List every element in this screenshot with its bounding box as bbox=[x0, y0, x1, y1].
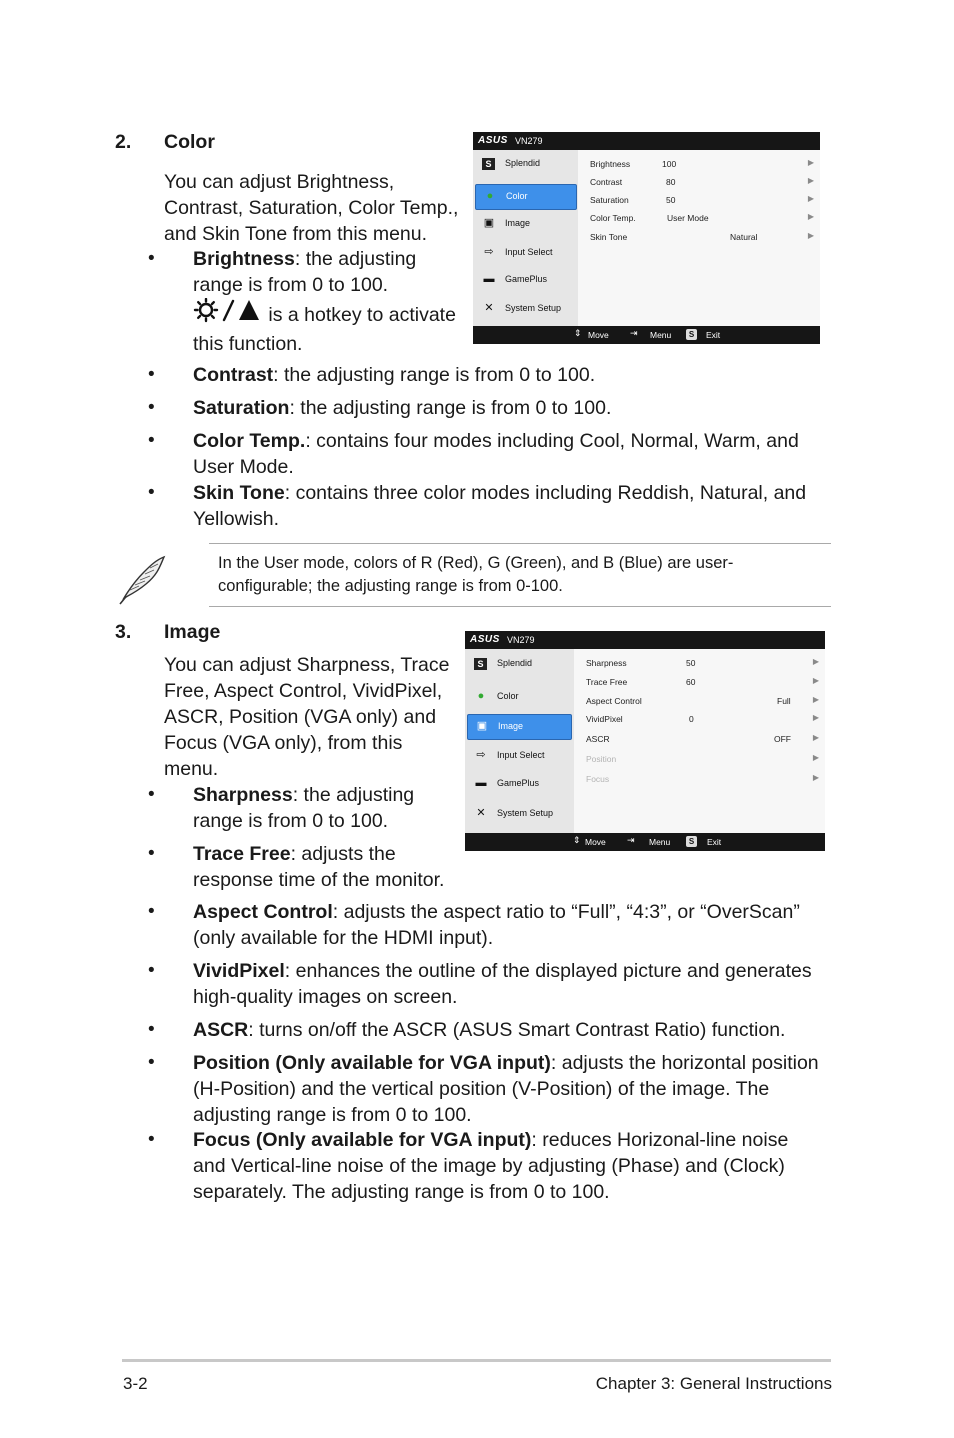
bullet: • bbox=[148, 1052, 155, 1073]
osd-row[interactable] bbox=[574, 732, 825, 748]
bullet-label: Trace Free bbox=[193, 843, 291, 865]
osd-row-name: Color Temp. bbox=[590, 213, 636, 223]
arrow-right-icon: ▶ bbox=[812, 733, 819, 742]
osd-row-name: Trace Free bbox=[586, 677, 628, 687]
note-text: In the User mode, colors of R (Red), G (Green), and B (Blue) are user-configurable; the adjusting range is from 0-100. bbox=[218, 554, 734, 595]
bullet: • bbox=[148, 364, 155, 385]
osd-sidebar-item[interactable] bbox=[475, 212, 575, 236]
osd-exit-label: Exit bbox=[706, 330, 721, 340]
bullet-text: : contains three color modes including Reddish, Natural, and Yellowish. bbox=[193, 482, 807, 530]
osd-row[interactable] bbox=[578, 193, 820, 209]
bullet-item bbox=[193, 1127, 803, 1205]
osd-row[interactable] bbox=[574, 712, 825, 728]
move-arrows-icon: ⇕ bbox=[574, 328, 582, 338]
arrow-right-icon: ▶ bbox=[807, 212, 814, 221]
exit-s-icon: S bbox=[686, 329, 697, 340]
bullet-item bbox=[193, 1017, 818, 1043]
bullet-text: : the adjusting range is from 0 to 100. bbox=[273, 364, 596, 386]
osd-sidebar-label: System Setup bbox=[505, 303, 562, 313]
footer-rule bbox=[122, 1359, 831, 1362]
bullet-item bbox=[193, 428, 813, 480]
osd-sidebar-item[interactable] bbox=[467, 744, 570, 768]
osd-sidebar-item[interactable] bbox=[467, 714, 572, 740]
osd-row-value: 50 bbox=[666, 195, 676, 205]
gameplus-icon: ▬ bbox=[475, 777, 487, 789]
bullet: • bbox=[148, 248, 155, 269]
osd-main-panel bbox=[578, 150, 820, 326]
arrow-right-icon: ▶ bbox=[807, 231, 814, 240]
osd-row-value: User Mode bbox=[667, 213, 709, 223]
page-number: 3-2 bbox=[123, 1374, 148, 1393]
osd-row-name: Contrast bbox=[590, 177, 623, 187]
bullet-text: : adjusts the response time of the monitor. bbox=[193, 843, 445, 891]
feather-quill-icon bbox=[114, 552, 170, 613]
brightness-label: Brightness bbox=[193, 248, 295, 270]
input-select-icon: ⇨ bbox=[476, 749, 486, 761]
osd-row[interactable] bbox=[578, 175, 820, 191]
osd-row-name: Aspect Control bbox=[586, 696, 642, 706]
osd-sidebar-item[interactable] bbox=[467, 772, 570, 796]
bullet: • bbox=[148, 1129, 155, 1150]
menu-enter-icon: ⇥ bbox=[630, 328, 638, 338]
image-intro: You can adjust Sharpness, Trace Free, Aspect Control, VividPixel, ASCR, Position (VGA only) and Focus (VGA only), from this menu. bbox=[164, 654, 450, 780]
arrow-right-icon: ▶ bbox=[807, 158, 814, 167]
bullet: • bbox=[148, 397, 155, 418]
bullet-label: Position (Only available for VGA input) bbox=[193, 1052, 551, 1074]
bullet-item bbox=[193, 480, 818, 532]
bullet-label: Focus (Only available for VGA input) bbox=[193, 1129, 532, 1151]
osd-row[interactable] bbox=[574, 675, 825, 691]
osd-row-value: 60 bbox=[686, 677, 696, 687]
bullet-text: : adjusts the horizontal position (H-Position) and the vertical position (V-Position) of the image. The adjusting range is from 0 to 100. bbox=[193, 1052, 819, 1126]
osd-sidebar-item[interactable] bbox=[467, 685, 570, 709]
bullet-text: : the adjusting range is from 0 to 100. bbox=[289, 397, 612, 419]
bullet-label: Skin Tone bbox=[193, 482, 285, 504]
bullet-item bbox=[193, 841, 453, 893]
system-setup-tools-icon: ✕ bbox=[484, 302, 494, 314]
osd-row bbox=[574, 752, 825, 768]
arrow-right-icon: ▶ bbox=[807, 176, 814, 185]
bullet-label: ASCR bbox=[193, 1019, 249, 1041]
section-title-color: Color bbox=[164, 131, 215, 153]
arrow-right-icon: ▶ bbox=[807, 194, 814, 203]
osd-menu-image bbox=[465, 631, 825, 851]
exit-s-icon: S bbox=[686, 836, 697, 847]
bullet-label: Color Temp. bbox=[193, 430, 306, 452]
osd-sidebar-label: System Setup bbox=[497, 808, 554, 818]
osd-exit-label: Exit bbox=[707, 837, 722, 847]
osd-header bbox=[465, 631, 825, 649]
bullet-item bbox=[193, 899, 818, 951]
bullet: • bbox=[148, 482, 155, 503]
asus-logo: ASUS bbox=[478, 135, 508, 146]
osd-row-name: Focus bbox=[586, 774, 610, 784]
arrow-right-icon: ▶ bbox=[812, 676, 819, 685]
bullet-text: : adjusts the aspect ratio to “Full”, “4:3”, or “OverScan” (only available for the HDMI input). bbox=[193, 901, 800, 949]
osd-sidebar-label: Image bbox=[505, 218, 531, 228]
color-intro: You can adjust Brightness, Contrast, Saturation, Color Temp., and Skin Tone from this menu. bbox=[164, 171, 459, 245]
osd-model: VN279 bbox=[507, 635, 535, 645]
bullet: • bbox=[148, 1019, 155, 1040]
bullet: • bbox=[148, 784, 155, 805]
system-setup-tools-icon: ✕ bbox=[476, 807, 486, 819]
bullet-text: : the adjusting range is from 0 to 100. bbox=[193, 784, 415, 832]
osd-row[interactable] bbox=[574, 694, 825, 710]
osd-row-name: Sharpness bbox=[586, 658, 627, 668]
color-palette-icon: ● bbox=[486, 190, 494, 202]
osd-sidebar-label: Splendid bbox=[505, 158, 541, 168]
arrow-right-icon: ▶ bbox=[812, 773, 819, 782]
osd-row-value: 50 bbox=[686, 658, 696, 668]
osd-sidebar-label: Input Select bbox=[497, 750, 545, 760]
osd-row-name: Skin Tone bbox=[590, 232, 628, 242]
bullet-label: Aspect Control bbox=[193, 901, 333, 923]
note-top-rule bbox=[209, 543, 831, 544]
splendid-s-icon: S bbox=[482, 158, 495, 170]
color-palette-icon: ● bbox=[477, 690, 485, 702]
asus-logo: ASUS bbox=[470, 634, 500, 645]
bullet: • bbox=[148, 901, 155, 922]
bullet-text: : contains four modes including Cool, Normal, Warm, and User Mode. bbox=[193, 430, 799, 478]
osd-header bbox=[473, 132, 820, 150]
brightness-item bbox=[193, 246, 458, 298]
bullet-item bbox=[193, 1050, 823, 1128]
osd-row bbox=[574, 772, 825, 788]
section-title-image: Image bbox=[164, 621, 221, 643]
osd-sidebar-item[interactable] bbox=[475, 297, 575, 321]
input-select-icon: ⇨ bbox=[484, 246, 494, 258]
brightness-hotkey-icon bbox=[193, 298, 263, 331]
osd-move-label: Move bbox=[588, 330, 609, 340]
osd-sidebar-item[interactable] bbox=[475, 268, 575, 292]
image-icon: ▣ bbox=[476, 720, 488, 732]
bullet-text: : enhances the outline of the displayed picture and generates high-quality images on screen. bbox=[193, 960, 812, 1008]
bullet: • bbox=[148, 430, 155, 451]
osd-sidebar-label: Splendid bbox=[497, 658, 533, 668]
arrow-right-icon: ▶ bbox=[812, 753, 819, 762]
brightness-text: : the adjusting range is from 0 to 100. bbox=[193, 248, 417, 296]
arrow-right-icon: ▶ bbox=[812, 713, 819, 722]
osd-footer bbox=[465, 833, 825, 851]
move-arrows-icon: ⇕ bbox=[573, 835, 581, 845]
osd-sidebar-label: Color bbox=[506, 191, 528, 201]
bullet-label: VividPixel bbox=[193, 960, 285, 982]
osd-menu-label: Menu bbox=[649, 837, 671, 847]
bullet-item bbox=[193, 395, 813, 421]
osd-sidebar-item[interactable] bbox=[475, 241, 575, 265]
osd-sidebar-label: GamePlus bbox=[497, 778, 540, 788]
note-bottom-rule bbox=[209, 606, 831, 607]
osd-row-name: Brightness bbox=[590, 159, 631, 169]
osd-sidebar-item[interactable] bbox=[467, 652, 570, 676]
menu-enter-icon: ⇥ bbox=[627, 835, 635, 845]
arrow-right-icon: ▶ bbox=[812, 657, 819, 666]
bullet-label: Sharpness bbox=[193, 784, 293, 806]
arrow-right-icon: ▶ bbox=[812, 695, 819, 704]
bullet-label: Contrast bbox=[193, 364, 274, 386]
bullet-item bbox=[193, 958, 818, 1010]
osd-row-value: OFF bbox=[774, 734, 791, 744]
osd-sidebar-label: Image bbox=[498, 721, 524, 731]
osd-menu-color bbox=[473, 132, 820, 344]
osd-row[interactable] bbox=[578, 230, 820, 246]
bullet: • bbox=[148, 843, 155, 864]
hotkey-text: is a hotkey to activate this function. bbox=[193, 304, 456, 355]
osd-row-name: Saturation bbox=[590, 195, 629, 205]
osd-main-panel bbox=[574, 649, 825, 833]
osd-row-name: VividPixel bbox=[586, 714, 623, 724]
osd-row[interactable] bbox=[574, 656, 825, 672]
osd-sidebar-label: Input Select bbox=[505, 247, 553, 257]
osd-footer bbox=[473, 326, 820, 344]
image-icon: ▣ bbox=[483, 217, 495, 229]
osd-row-value: Natural bbox=[730, 232, 758, 242]
section-number-color: 2. bbox=[115, 131, 132, 153]
bullet: • bbox=[148, 960, 155, 981]
osd-model: VN279 bbox=[515, 136, 543, 146]
osd-sidebar-item[interactable] bbox=[475, 152, 575, 176]
osd-row-value: 0 bbox=[689, 714, 694, 724]
gameplus-icon: ▬ bbox=[483, 273, 495, 285]
osd-row-value: 80 bbox=[666, 177, 676, 187]
hotkey-item bbox=[193, 298, 463, 357]
bullet-item bbox=[193, 362, 813, 388]
chapter-title: Chapter 3: General Instructions bbox=[595, 1374, 832, 1393]
section-number-image: 3. bbox=[115, 621, 132, 643]
osd-sidebar-label: GamePlus bbox=[505, 274, 548, 284]
osd-row[interactable] bbox=[578, 211, 820, 227]
osd-sidebar-item[interactable] bbox=[467, 802, 570, 826]
osd-row-name: ASCR bbox=[586, 734, 610, 744]
osd-row-name: Position bbox=[586, 754, 617, 764]
bullet-label: Saturation bbox=[193, 397, 290, 419]
osd-menu-label: Menu bbox=[650, 330, 672, 340]
bullet-item bbox=[193, 782, 423, 834]
osd-move-label: Move bbox=[585, 837, 606, 847]
osd-row-value: Full bbox=[777, 696, 791, 706]
osd-sidebar-label: Color bbox=[497, 691, 519, 701]
bullet-text: : reduces Horizonal-line noise and Vertical-line noise of the image by adjusting (Phase) and (Clock) separately. The adjusting range is from 0 to 100. bbox=[193, 1129, 789, 1203]
osd-sidebar-item[interactable] bbox=[475, 184, 577, 210]
splendid-s-icon: S bbox=[474, 658, 487, 670]
osd-row-value: 100 bbox=[662, 159, 677, 169]
bullet-text: : turns on/off the ASCR (ASUS Smart Contrast Ratio) function. bbox=[248, 1019, 786, 1041]
osd-row[interactable] bbox=[578, 157, 820, 173]
